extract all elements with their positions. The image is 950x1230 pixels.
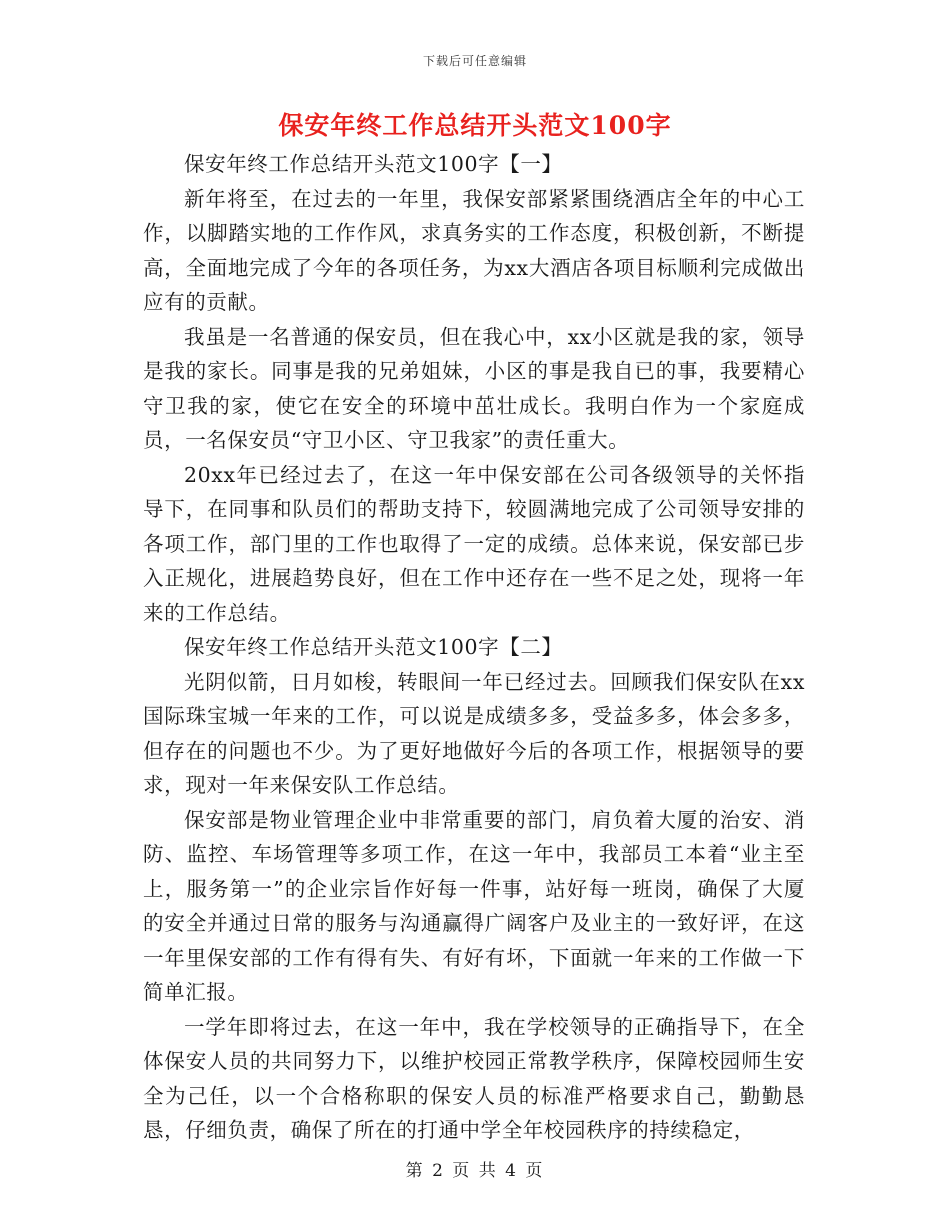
body-paragraph: 20xx年已经过去了，在这一年中保安部在公司各级领导的关怀指导下，在同事和队员们的帮助支持下，较圆满地完成了公司领导安排的各项工作，部门里的工作也取得了一定的成绩。总体来说，保安部已步入正规化，进展趋势良好，但在工作中还存在一些不足之处，现将一年来的工作总结。	[143, 462, 805, 625]
body-paragraph: 保安部是物业管理企业中非常重要的部门，肩负着大厦的治安、消防、监控、车场管理等多项工作，在这一年中，我部员工本着“业主至上，服务第一”的企业宗旨作好每一件事，站好每一班岗，确保了大厦的安全并通过日常的服务与沟通赢得广阔客户及业主的一致好评，在这一年里保安部的工作有得有失、有好有坏，下面就一年来的工作做一下简单汇报。	[143, 807, 805, 1004]
section-heading-2: 保安年终工作总结开头范文100字【二】	[184, 635, 563, 659]
body-paragraph: 新年将至，在过去的一年里，我保安部紧紧围绕酒店全年的中心工作，以脚踏实地的工作作风，求真务实的工作态度，积极创新，不断提高，全面地完成了今年的各项任务，为xx大酒店各项目标顺利完成做出应有的贡献。	[143, 186, 805, 314]
document-title: 保安年终工作总结开头范文100字	[278, 111, 672, 140]
page-number-footer: 第 2 页 共 4 页	[405, 1161, 545, 1181]
section-heading-1: 保安年终工作总结开头范文100字【一】	[184, 152, 563, 176]
document-body	[143, 147, 805, 1148]
header-note: 下载后可任意编辑	[422, 54, 527, 68]
body-paragraph: 光阴似箭，日月如梭，转眼间一年已经过去。回顾我们保安队在xx国际珠宝城一年来的工作，可以说是成绩多多，受益多多，体会多多，但存在的问题也不少。为了更好地做好今后的各项工作，根据领导的要求，现对一年来保安队工作总结。	[143, 669, 805, 797]
body-paragraph: 我虽是一名普通的保安员，但在我心中，xx小区就是我的家，领导是我的家长。同事是我的兄弟姐妹，小区的事是我自已的事，我要精心守卫我的家，使它在安全的环境中茁壮成长。我明白作为一个家庭成员，一名保安员“守卫小区、守卫我家”的责任重大。	[143, 324, 805, 452]
body-paragraph: 一学年即将过去，在这一年中，我在学校领导的正确指导下，在全体保安人员的共同努力下，以维护校园正常教学秩序，保障校园师生安全为己任，以一个合格称职的保安人员的标准严格要求自己，勤勤恳恳，仔细负责，确保了所在的打通中学全年校园秩序的持续稳定，	[143, 1014, 805, 1142]
